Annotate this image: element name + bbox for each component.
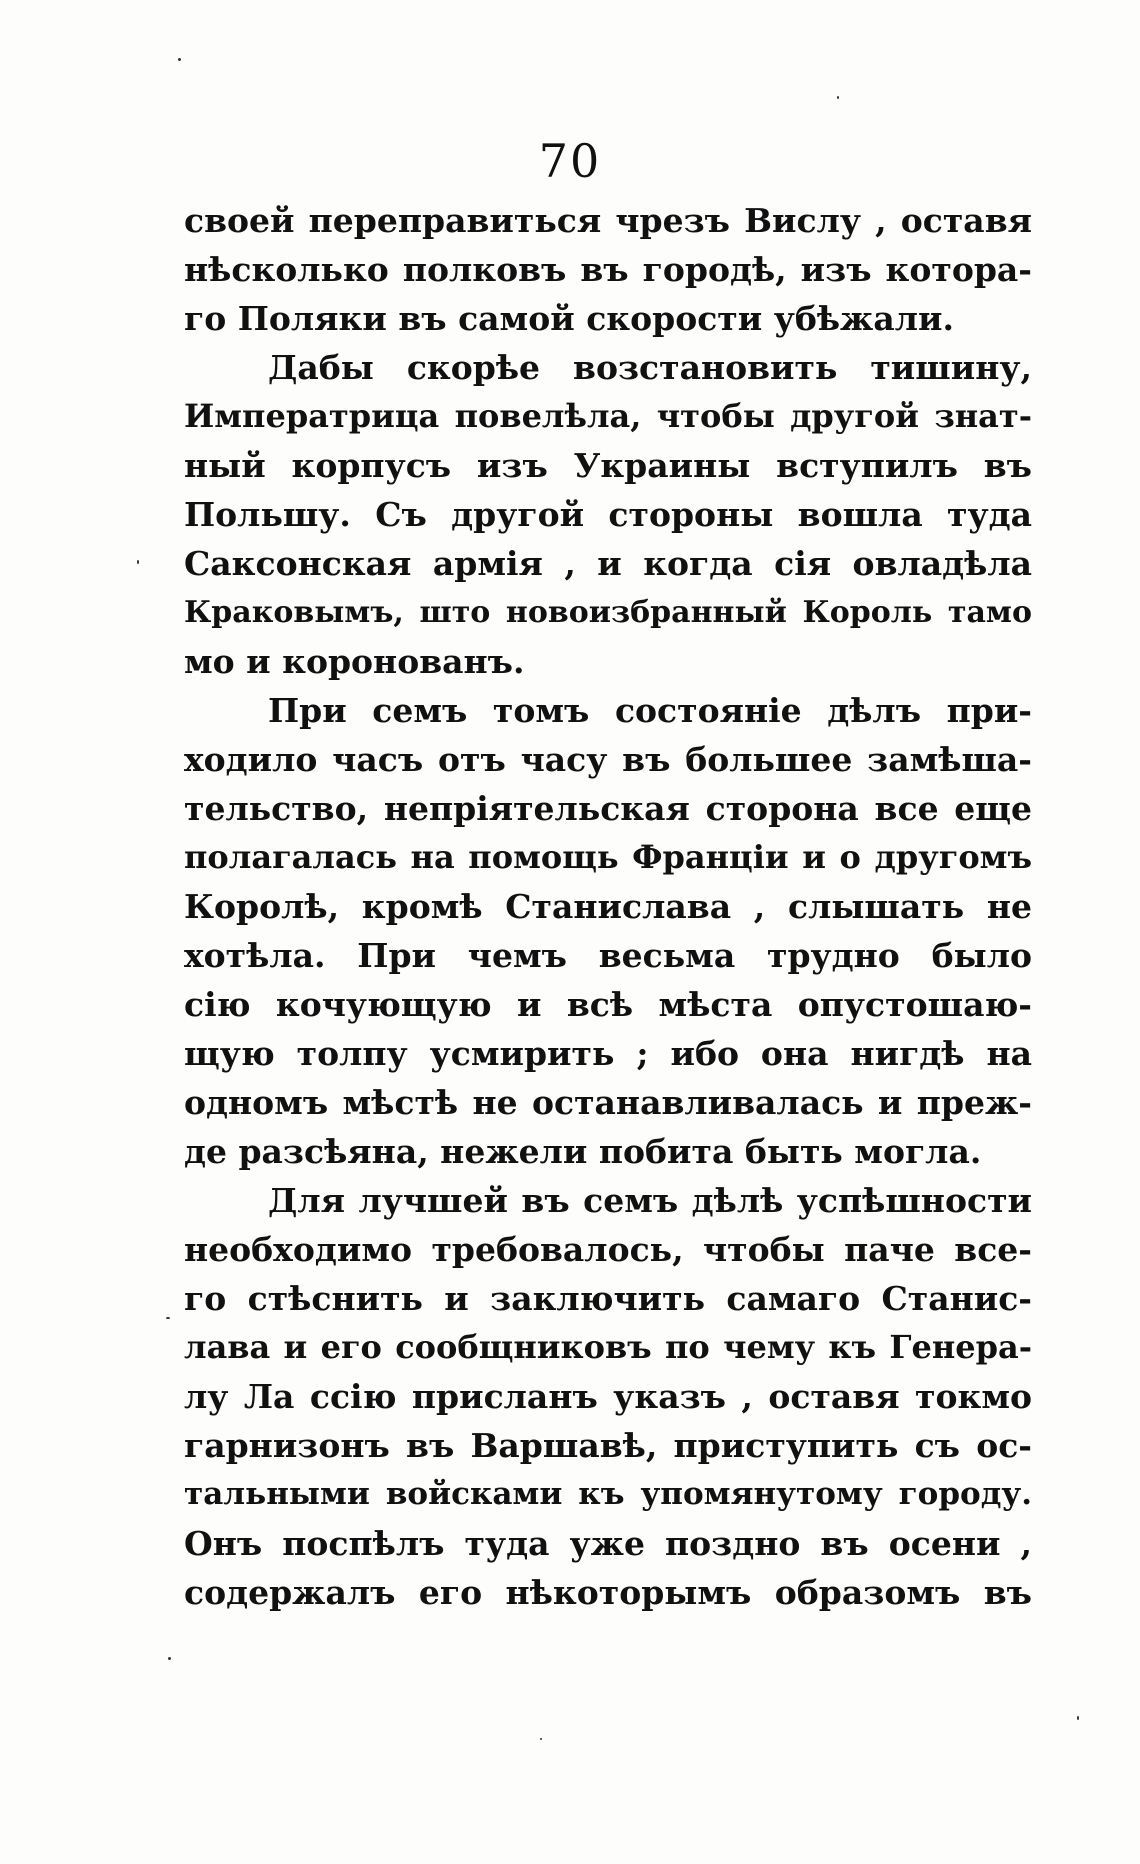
text-line: тельство, непріятельская сторона все еще: [184, 789, 1032, 828]
scan-speck: [1077, 1716, 1079, 1720]
text-line: Саксонская армія , и когда сія овладѣла: [184, 544, 1032, 583]
text-line: ный корпусъ изъ Украины вступилъ въ: [184, 446, 1032, 485]
scan-speck: [166, 1317, 170, 1319]
scan-speck: [540, 1738, 542, 1740]
text-line: одномъ мѣстѣ не останавливалась и преж-: [184, 1083, 1032, 1122]
text-line: лава и его сообщниковъ по чему къ Генера-: [184, 1328, 1032, 1366]
text-line: необходимо требовалось, чтобы паче все-: [184, 1230, 1032, 1269]
text-line: го Поляки въ самой скорости убѣжали.: [184, 299, 954, 338]
paragraph-start-line: При семъ томъ состояніе дѣлъ при-: [268, 691, 1032, 730]
body-text: [184, 196, 1032, 1617]
text-line: сію кочующую и всѣ мѣста опустошаю-: [184, 985, 1032, 1024]
text-line: Королѣ, кромѣ Станислава , слышать не: [184, 887, 1032, 926]
text-line: Онъ поспѣлъ туда уже поздно въ осени ,: [184, 1524, 1032, 1563]
text-line: Краковымъ, што новоизбранный Король тамо: [184, 595, 1032, 630]
text-line: полагалась на помощь Франціи и о другомъ: [184, 838, 1032, 876]
text-line: лу Ла ссію присланъ указъ , оставя токмо: [184, 1377, 1032, 1416]
paragraph-start-line: Дабы скорѣе возстановить тишину,: [268, 348, 1032, 387]
text-line: го стѣснить и заключить самаго Станис-: [184, 1279, 1032, 1318]
text-line: мо и коронованъ.: [184, 642, 525, 681]
text-line: содержалъ его нѣкоторымъ образомъ въ: [184, 1573, 1032, 1612]
text-line: нѣсколько полковъ въ городѣ, изъ котора-: [184, 250, 1032, 289]
text-line: Польшу. Съ другой стороны вошла туда: [184, 495, 1032, 534]
page-number: 70: [538, 134, 602, 188]
scan-speck: [837, 96, 839, 99]
text-line: де разсѣяна, нежели побита быть могла.: [184, 1132, 982, 1171]
text-line: тальными войсками къ упомянутому городу.: [184, 1476, 1032, 1512]
scan-speck: [137, 560, 139, 564]
text-line: ходило часъ отъ часу въ большее замѣша-: [184, 740, 1032, 779]
text-line: Императрица повелѣла, чтобы другой знат-: [184, 397, 1032, 435]
text-line: щую толпу усмирить ; ибо она нигдѣ на: [184, 1034, 1032, 1073]
scan-speck: [168, 1657, 171, 1660]
paragraph-start-line: Для лучшей въ семъ дѣлѣ успѣшности: [268, 1181, 1032, 1220]
text-line: хотѣла. При чемъ весьма трудно было: [184, 936, 1032, 975]
text-line: гарнизонъ въ Варшавѣ, приступить съ ос-: [184, 1426, 1032, 1465]
text-line: своей переправиться чрезъ Вислу , оставя: [184, 201, 1032, 240]
scan-speck: [178, 58, 181, 61]
